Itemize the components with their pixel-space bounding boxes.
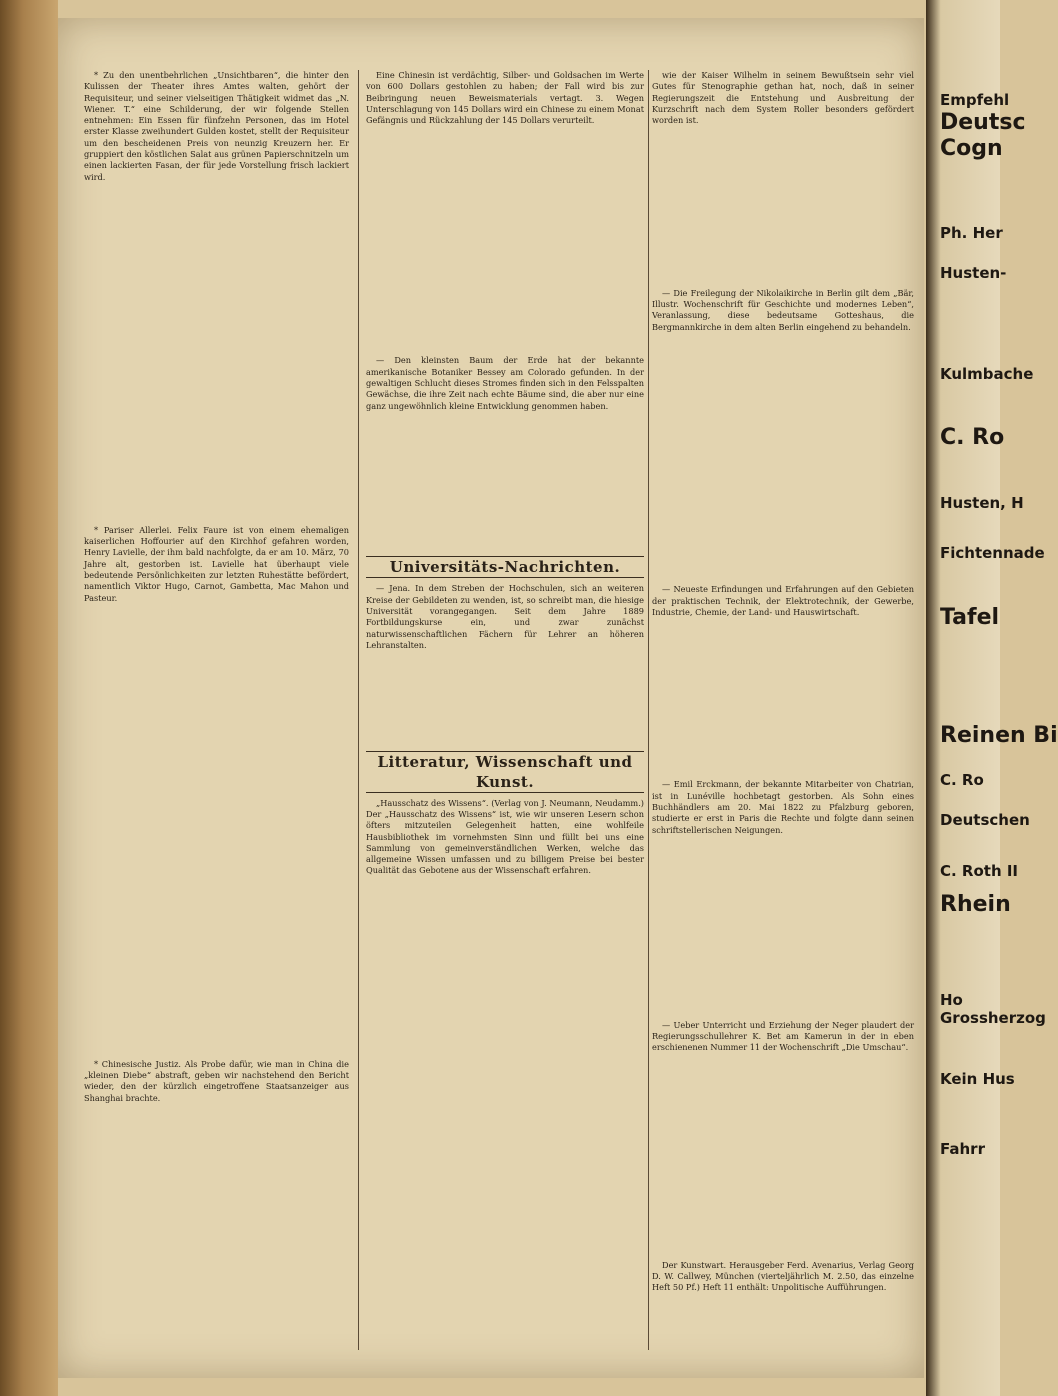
ad-heading: C. Roth II	[940, 861, 1019, 880]
ad-heading: Deutschen	[940, 811, 1030, 830]
article-chinesische-justiz: * Chinesische Justiz. Als Probe dafür, wie man in China die „kleinen Diebe“ abstraft, geben wir nachstehend den Bericht wieder, den der kürzlich eingetroffene Staatsanzeiger aus Shanghai brachte.	[84, 1058, 349, 1103]
article-jena: — Jena. In dem Streben der Hochschulen, sich an weiteren Kreise der Gebildeten zu wenden, ist, so schreibt man, die hiesige Universität vorangegangen. Seit dem Jahre 1889 Fortbildungskurse ein, und zwar zunächst naturwissenschaftlichen Fächern für Lehrer an höheren Lehranstalten.	[366, 583, 644, 650]
article-inventions: — Neueste Erfindungen und Erfahrungen auf den Gebieten der praktischen Technik, der Elektrotechnik, der Gewerbe, Industrie, Chemie, der Land- und Hauswirtschaft.	[652, 584, 914, 617]
ad-heading: Ph. Her	[940, 223, 1003, 242]
column-rule	[358, 70, 359, 1350]
article-requisiteur: * Zu den unentbehrlichen „Unsichtbaren“, die hinter den Kulissen der Theater ihres Amtes walten, gehört der Requisiteur, und seiner vielseitigen Thätigkeit widmet das „N. Wiener. T.“ eine Schilderung, der wir folgende Stellen entnehmen: Ein Essen für fünfzehn Personen, das im Hotel erster Klasse zweihundert Gulden kostet, stellt der Requisiteur um den bescheidenen Preis von neunzig Kreuzern her. Er gruppiert den köstlichen Salat aus grünen Papierschnitzeln um einen lackierten Fasan, der für jede Vorstellung frisch lackiert wird.	[84, 70, 349, 182]
ad-heading: Ho	[940, 990, 963, 1009]
text-lines	[652, 1057, 914, 1260]
ad-heading: Deutsc	[940, 109, 1026, 135]
section-heading-literature: Litteratur, Wissenschaft und Kunst.	[366, 751, 644, 793]
text-lines	[652, 839, 914, 1020]
ad-heading: Grossherzog	[940, 1009, 1046, 1028]
ad-heading: C. Ro	[940, 770, 984, 789]
article-pariser-allerlei: * Pariser Allerlei. Felix Faure ist von einem ehemaligen kaiserlichen Hoffourier auf den Kirchhof gefahren worden, Henry Lavielle, der ihm bald nachfolgte, da er am 10. März, 70 Jahre alt, gestorben ist. Lavielle hat überhaupt viele bedeutende Persönlichkeiten zur letzten Ruhestätte befördert, namentlich Viktor Hugo, Carnot, Gambetta, Mac Mahon und Pasteur.	[84, 524, 349, 603]
book-binding	[0, 0, 58, 1396]
article-smallest-tree: — Den kleinsten Baum der Erde hat der bekannte amerikanische Botaniker Bessey am Colorado gefunden. In der gewaltigen Schlucht dieses Stromes finden sich in den Felsspalten Gewächse, die ihre Zeit nach echte Bäume sind, die aber nur eine ganz ungewöhnlich kleine Entwicklung genommen haben.	[366, 355, 644, 411]
ad-heading: Kein Hus	[940, 1069, 1015, 1088]
article-kunstwart: Der Kunstwart. Herausgeber Ferd. Avenarius, Verlag Georg D. W. Callwey, München (vierteljährlich M. 2.50, das einzelne Heft 50 Pf.) Heft 11 enthält: Unpolitische Aufführungen.	[652, 1259, 914, 1293]
ad-heading: Rhein	[940, 892, 1011, 918]
article-erckmann: — Emil Erckmann, der bekannte Mitarbeiter von Chatrian, ist in Lunéville hochbetagt gestorben. Als Sohn eines Buchhändlers am 20. Mai 1822 zu Pfalzburg geboren, studierte er erst in Paris die Rechte und folgte dann seinen schriftstellerischen Neigungen.	[652, 779, 914, 835]
column-1	[84, 70, 349, 1360]
text-lines	[366, 129, 644, 355]
text-lines	[366, 654, 644, 744]
text-lines	[84, 186, 349, 525]
ad-heading: Husten-	[940, 264, 1007, 283]
ad-heading: Reinen Bi	[940, 722, 1058, 748]
adjacent-page-ads	[926, 0, 1058, 1396]
ad-heading: Fahrr	[940, 1140, 985, 1159]
article-neger: — Ueber Unterricht und Erziehung der Neger plaudert der Regierungsschullehrer K. Bet am Kamerun in der in eben erschienenen Nummer 11 der Wochenschrift „Die Umschau“.	[652, 1019, 914, 1053]
article-nikolaikirche: — Die Freilegung der Nikolaikirche in Berlin gilt dem „Bär, Illustr. Wochenschrift für Geschichte und modernes Leben“, Veranlassung, diese bedeutsame Gotteshaus, die Bergmannkirche in dem alten Berlin eingehend zu behandeln.	[652, 287, 914, 332]
article-hausschatz: „Hausschatz des Wissens“. (Verlag von J. Neumann, Neudamm.) Der „Hausschatz des Wissens“ ist, wie wir unseren Lesern schon öfters mitzuteilen Gelegenheit hatten, eine wohlfeile Hausbibliothek im vornehmsten Sinn und füllt bei uns eine Sammlung von gemeinverständlichen Werken, welche das allgemeine Wissen umfassen und zu billigem Preise bei bester Qualität das Gebotene aus der Wissenschaft erfahren.	[366, 797, 644, 876]
ad-heading: Husten, H	[940, 493, 1024, 512]
column-rule	[648, 70, 649, 1350]
text-lines	[652, 129, 914, 287]
ad-heading: Fichtennade	[940, 544, 1045, 563]
section-heading-universities: Universitäts-Nachrichten.	[366, 556, 644, 578]
text-lines	[366, 415, 644, 551]
article-stenography: wie der Kaiser Wilhelm in seinem Bewußtsein sehr viel Gutes für Stenographie gethan hat, noch, daß in seiner Regierungszeit die Entstehung und Ausbreitung der Kurzschrift nach dem System Roller besonders gefördert worden ist.	[652, 70, 914, 126]
ad-heading: C. Ro	[940, 425, 1005, 451]
ad-heading: Empfehl	[940, 91, 1010, 109]
text-lines	[652, 336, 914, 585]
column-3	[652, 70, 914, 1360]
ad-heading: Tafel	[940, 604, 1000, 630]
ad-heading: Cogn	[940, 135, 1003, 161]
text-lines	[84, 607, 349, 1059]
article-chinese-court: Eine Chinesin ist verdächtig, Silber- und Goldsachen im Werte von 600 Dollars gestohlen zu haben; der Fall wird bis zur Beibringung neuen Beweismaterials vertagt. 3. Wegen Unterschlagung von 145 Dollars wird ein Chinese zu einem Monat Gefängnis und Rückzahlung der 145 Dollars verurteilt.	[366, 70, 644, 126]
ad-heading: Kulmbache	[940, 364, 1034, 383]
column-2	[366, 70, 644, 1360]
text-lines	[652, 621, 914, 779]
